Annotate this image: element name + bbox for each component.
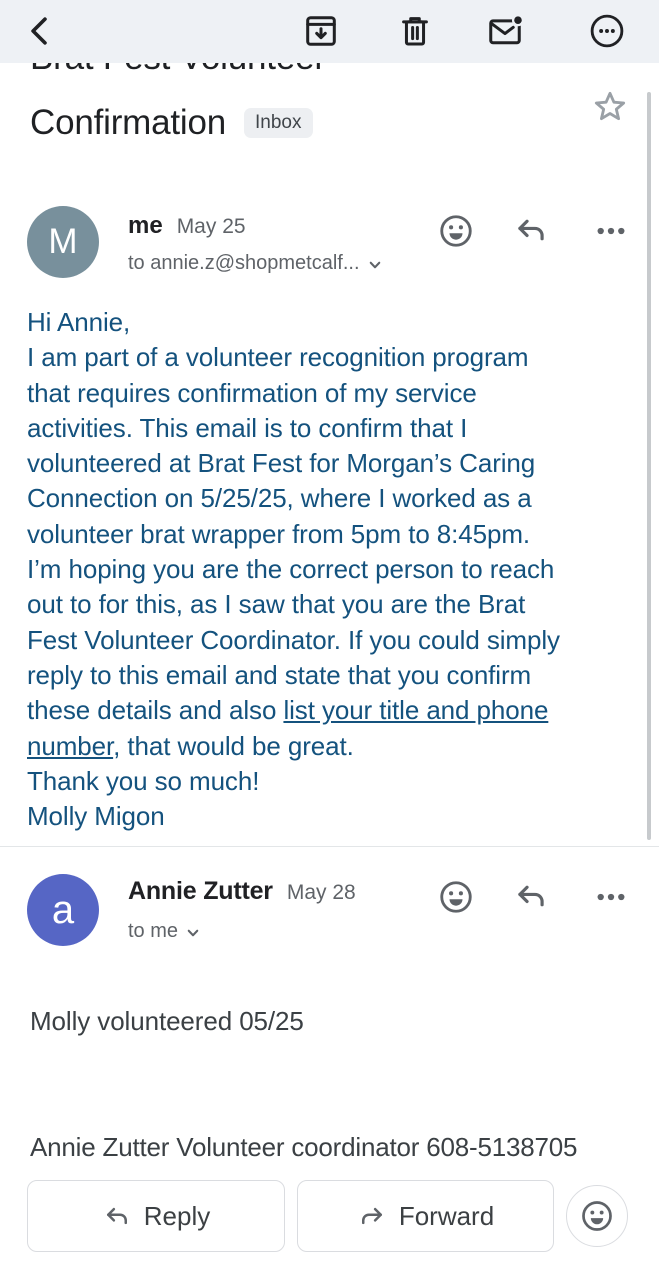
body-link[interactable]: list your title and phone [283, 695, 549, 726]
body-line [27, 552, 639, 587]
recipient-row[interactable] [128, 920, 202, 943]
body-text: volunteer brat wrapper from 5pm to 8:45pm. [27, 518, 531, 549]
back-icon[interactable] [22, 12, 60, 50]
body-text: Fest Volunteer Coordinator. If you could simply [27, 624, 560, 655]
scrollbar[interactable] [647, 92, 651, 840]
recipient-row[interactable] [128, 252, 384, 275]
body-line [27, 623, 639, 658]
body-text: Thank you so much! [27, 765, 260, 796]
body-text: , that would be great. [113, 730, 354, 761]
signature-text: Annie Zutter Volunteer coordinator 608-5138705 [30, 1132, 578, 1162]
reply-button-label: Reply [143, 1200, 211, 1231]
body-line [27, 729, 639, 764]
reply-icon[interactable] [512, 211, 550, 249]
more-options-icon[interactable] [588, 12, 626, 50]
toolbar [0, 0, 659, 63]
body-line [27, 411, 639, 446]
sender-name: me [128, 212, 163, 239]
body-text: volunteered at Brat Fest for Morgan’s Caring [27, 448, 536, 479]
body-link[interactable]: number [27, 730, 114, 761]
body-line [27, 693, 639, 728]
archive-icon[interactable] [302, 12, 340, 50]
inbox-label-chip: Inbox [244, 108, 312, 138]
body-text: Molly Migon [27, 801, 165, 832]
recipient-text: to me [128, 920, 179, 942]
delete-icon[interactable] [396, 12, 434, 50]
body-text: I am part of a volunteer recognition program [27, 342, 529, 373]
body-text: Connection on 5/25/25, where I worked as a [27, 483, 532, 514]
body-text: these details and also [27, 695, 284, 726]
recipient-text: to annie.z@shopmetcalf... [128, 252, 360, 274]
avatar[interactable]: M [27, 206, 99, 278]
body-text: activities. This email is to confirm that I [27, 412, 468, 443]
sender-name: Annie Zutter [128, 877, 273, 905]
subject-line2: Confirmation [30, 103, 227, 142]
message-date: May 28 [286, 881, 356, 904]
body-line [27, 587, 639, 622]
message-overflow-icon[interactable] [592, 878, 630, 916]
mark-unread-icon[interactable] [486, 12, 524, 50]
body-line [27, 799, 639, 834]
message-body [27, 305, 639, 834]
sender-row [128, 877, 356, 906]
body-line [27, 376, 639, 411]
forward-icon [357, 1201, 387, 1231]
body-text: that requires confirmation of my service [27, 377, 477, 408]
message-body: Molly volunteered 05/25 [30, 1006, 304, 1036]
forward-button-label: Forward [398, 1200, 495, 1231]
body-text: Hi Annie, [27, 307, 131, 337]
message-date: May 25 [176, 215, 246, 238]
body-line [27, 517, 639, 552]
body-line [27, 340, 639, 375]
star-icon[interactable] [590, 87, 630, 127]
body-line [27, 305, 639, 340]
reply-button[interactable] [27, 1180, 285, 1252]
reply-icon [102, 1201, 132, 1231]
body-line [27, 764, 639, 799]
reply-icon[interactable] [512, 877, 550, 915]
forward-button[interactable] [297, 1180, 554, 1252]
sender-row [128, 212, 246, 240]
body-text: I’m hoping you are the correct person to reach [27, 554, 555, 585]
chevron-down-icon [366, 256, 384, 274]
body-line [27, 481, 639, 516]
emoji-reaction-icon[interactable] [437, 212, 475, 250]
body-text: out to for this, as I saw that you are the Brat [27, 589, 526, 620]
body-line [27, 446, 639, 481]
emoji-smiley-icon [579, 1198, 615, 1234]
add-emoji-button[interactable] [566, 1185, 628, 1247]
avatar[interactable]: a [27, 874, 99, 946]
body-text: reply to this email and state that you confirm [27, 659, 532, 690]
subject-row [30, 103, 313, 143]
chevron-down-icon [184, 924, 202, 942]
message-overflow-icon[interactable] [592, 212, 630, 250]
message-divider [0, 846, 659, 847]
emoji-reaction-icon[interactable] [437, 878, 475, 916]
body-line [27, 658, 639, 693]
